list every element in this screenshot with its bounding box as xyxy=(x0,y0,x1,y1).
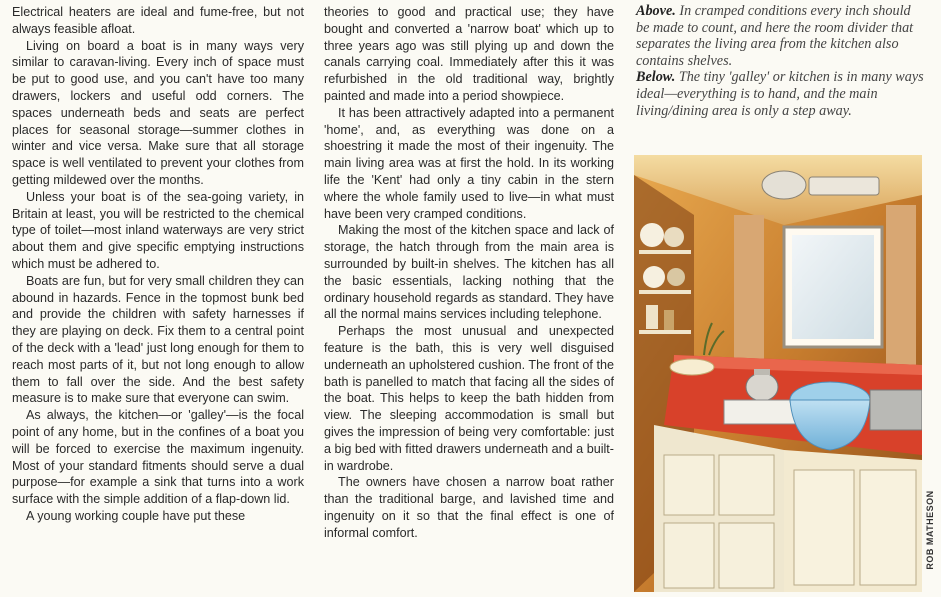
galley-kitchen-illustration xyxy=(634,155,922,592)
paragraph: It has been attractively adapted into a permanent 'home', and, as everything was done on a shoestring it made the most of their ingenuity. The main living area was at first the hold. In its working life the 'Kent' had only a tiny cabin in the stern where the whole family used to live—in what must have been very cramped conditions. xyxy=(324,105,614,221)
caption-above-text: In cramped conditions every inch should be made to count, and here the room divider that separates the living area from the kitchen also contains shelves. xyxy=(636,3,914,69)
paragraph: Perhaps the most unusual and unexpected feature is the bath, this is very well disguised underneath an upholstered cushion. The front of the bath is panelled to match that facing all the sides of the boat. This helps to keep the bath hidden from view. The sleeping accommodation is small but gives the impression of being very comfortable: just a big bed with fitted drawers underneath and a built-in wardrobe. xyxy=(324,324,614,473)
galley-kitchen-photo xyxy=(634,155,922,592)
caption-below-text: The tiny 'galley' or kitchen is in many ways ideal—everything is to hand, and the main living/dining area is only a step away. xyxy=(636,69,924,119)
paragraph: Making the most of the kitchen space and lack of storage, the hatch through from the main area is surrounded by built-in shelves. The kitchen has all the basic essentials, lacking nothing that the ordinary household regards as standard. They have all the normal mains services including telephone. xyxy=(324,223,614,322)
caption-above-label: Above. xyxy=(636,3,676,19)
article-column-2 xyxy=(324,4,614,542)
paragraph: The owners have chosen a narrow boat rather than the traditional barge, and lavished time and ingenuity on it so that the final effect is one of informal comfort. xyxy=(324,475,614,540)
extractor-fan xyxy=(762,171,806,199)
article-column-1 xyxy=(12,4,304,525)
photo-caption xyxy=(636,3,926,119)
paragraph: A young working couple have put these xyxy=(26,508,246,523)
paragraph: theories to good and practical use; they have bought and converted a 'narrow boat' which up to three years ago was still plying up and down the canals carrying coal. Immediately after this it was refurbished in the old traditional way, brightly painted and made into a period showpiece. xyxy=(324,5,614,103)
paragraph: Living on board a boat is in many ways very similar to caravan-living. Every inch of space must be put to good use, and you can't have too many drawers, lockers and useful odd corners. The spaces underneath beds and seats are perfect places for seasonal storage—summer clothes in winter and vice versa. Make sure that all storage space is well ventilated to prevent your clothes from getting mildewed over the months. xyxy=(12,38,304,187)
caption-below-label: Below. xyxy=(636,69,676,86)
paragraph: As always, the kitchen—or 'galley'—is the focal point of any home, but in the confines of a boat you will be forced to exercise the maximum ingenuity. Most of your standard fitments should serve a dual purpose—for example a sink that turns into a work surface with the simple addition of a flap-down lid. xyxy=(12,408,304,507)
photo-credit-text: ROB MATHESON xyxy=(925,490,935,570)
paragraph: Electrical heaters are ideal and fume-free, but not always feasible afloat. xyxy=(12,5,304,36)
caption-above xyxy=(636,3,926,69)
paragraph: Boats are fun, but for very small children they can abound in hazards. Fence in the topmost bunk bed and provide the children with safety harnesses if they are playing on deck. Fix them to a central point of the deck with a 'lead' just long enough for them to reach most parts of it, but not long enough to allow them to fall over the side. And the best safety measure is to make sure that everyone can swim. xyxy=(12,273,304,406)
paragraph: Unless your boat is of the sea-going variety, in Britain at least, you will be restricted to the chemical type of toilet—most inland waterways are very strict about them and give specific emptying instructions which must be adhered to. xyxy=(12,189,304,271)
photo-credit xyxy=(922,470,938,590)
caption-below xyxy=(636,69,926,119)
